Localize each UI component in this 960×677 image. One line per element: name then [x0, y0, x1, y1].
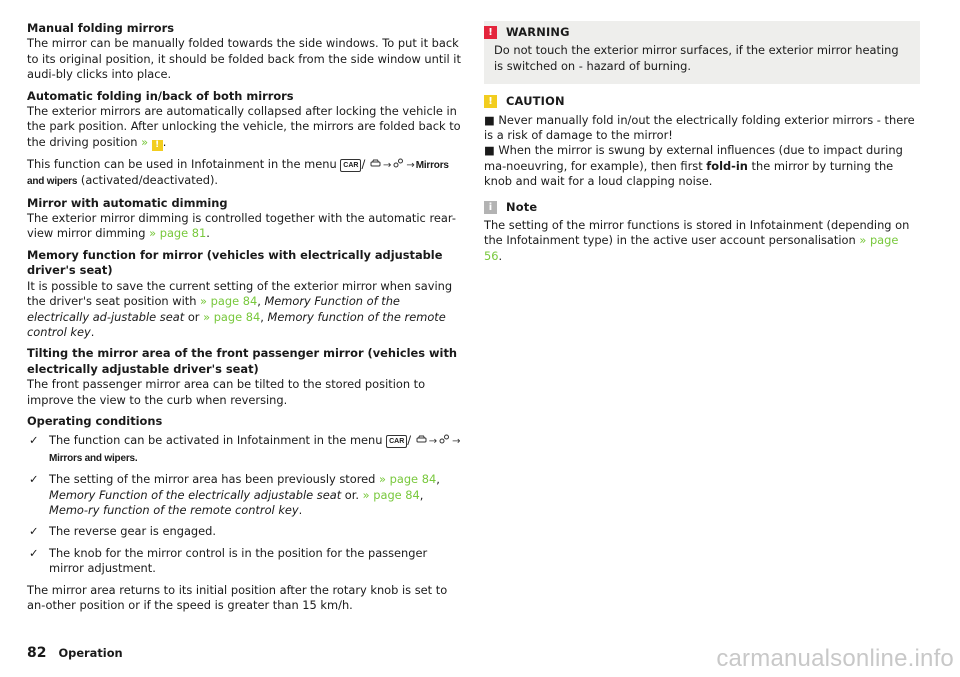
note-title: Note — [506, 199, 538, 214]
warning-body: Do not touch the exterior mirror surfaces, if the exterior mirror heating is switched on - hazard of burning. — [494, 43, 899, 73]
manual-folding-body: The mirror can be manually folded towards the side windows. To put it back to its original position, it should be folded back from the side window until it audi-bly clicks into place. — [27, 36, 461, 82]
caution-icon: ! — [484, 95, 497, 108]
note-text: The setting of the mirror functions is stored in Infotainment (depending on the Infotainment type) in the active user account personalisation — [484, 218, 910, 248]
condition-2-text-5: . — [298, 502, 303, 517]
menu-item-mirrors-wipers[interactable]: Mirrors and wipers — [27, 159, 449, 188]
arrow-right-icon: → — [428, 436, 438, 448]
caution-item-1-text: Never manually fold in/out the electrically folding exterior mirrors - there is a risk of damage to the mirror! — [484, 112, 915, 143]
dimming-heading: Mirror with automatic dimming — [27, 195, 228, 210]
caution-item — [484, 113, 920, 144]
dimming-period: . — [206, 226, 210, 241]
car-icon: CAR — [386, 435, 407, 448]
checkmark-icon: ✓ — [29, 472, 39, 487]
caution-item-2-text-1: When the mirror is swung by external influences (due to impact during ma-noeuvring, for example), then first — [484, 143, 903, 173]
condition-2-text-4: , — [419, 487, 424, 502]
condition-2-link-2[interactable]: » page 84 — [362, 487, 420, 502]
caution-section — [484, 94, 920, 189]
caution-item — [484, 143, 920, 189]
condition-2-ref-1: Memory Function of the electrically adjustable seat — [49, 487, 342, 502]
bullet-icon: ■ — [484, 143, 495, 158]
menu-intro: This function can be used in Infotainment in the menu — [27, 156, 341, 171]
note-section — [484, 200, 920, 265]
warning-header — [484, 25, 910, 40]
auto-fold-period: . — [162, 134, 167, 149]
mirror-wiper-icon — [439, 434, 450, 449]
left-column — [27, 21, 463, 619]
settings-car-icon — [370, 158, 381, 173]
condition-2-text-1: The setting of the mirror area has been previously stored — [49, 472, 380, 487]
checkmark-icon: ✓ — [29, 433, 39, 448]
manual-folding-heading: Manual folding mirrors — [27, 21, 174, 35]
condition-4-text: The knob for the mirror control is in the position for the passenger mirror adjustment. — [49, 545, 428, 576]
condition-2-text-3: or. — [341, 487, 363, 502]
arrow-right-icon-2: → — [406, 159, 415, 171]
memory-ref-1: Memory Function of the electrically ad-justable seat — [27, 294, 400, 324]
page-footer — [27, 645, 123, 661]
condition-2-ref-2: Memo-ry function of the remote control key — [49, 502, 299, 517]
closing-paragraph: The mirror area returns to its initial position after the rotary knob is set to an-other position or if the speed is greater than 15 km/h. — [27, 582, 448, 612]
memory-section — [27, 248, 463, 340]
warning-marker-icon: ! — [152, 140, 163, 151]
memory-link-1[interactable]: » page 84 — [200, 294, 258, 309]
menu-suffix: (activated/deactivated). — [77, 173, 219, 188]
condition-2-text-2: , — [436, 472, 440, 487]
watermark: carmanualsonline.info — [716, 645, 954, 672]
menu-item-mirrors-wipers[interactable]: Mirrors and wipers. — [49, 452, 138, 464]
warning-icon: ! — [484, 26, 497, 39]
auto-fold-link[interactable]: » — [141, 134, 149, 149]
arrow-right-icon: → — [382, 159, 392, 171]
caution-item-2-text-2: the mirror by turning the knob and wait for a loud clapping noise. — [484, 158, 894, 189]
note-body — [484, 218, 920, 264]
caution-fold-in: fold-in — [706, 158, 748, 173]
manual-folding-section — [27, 21, 463, 83]
mirror-wiper-icon — [393, 158, 404, 173]
warning-title: WARNING — [506, 25, 570, 39]
condition-item — [27, 433, 463, 466]
car-icon: CAR — [340, 159, 361, 172]
condition-item — [27, 524, 463, 539]
settings-car-icon — [416, 434, 427, 449]
note-period: . — [498, 248, 503, 263]
auto-fold-body: The exterior mirrors are automatically collapsed after locking the vehicle in the park position. After unlocking the vehicle, the mirrors are folded back to the driving position — [27, 104, 461, 149]
auto-fold-section — [27, 89, 463, 151]
memory-heading: Memory function for mirror (vehicles with electrically adjustable driver's seat) — [27, 247, 443, 278]
tilting-heading: Tilting the mirror area of the front passenger mirror (vehicles with electrically adjustable driver's seat) — [27, 346, 458, 376]
warning-box — [484, 21, 920, 84]
checkmark-icon: ✓ — [29, 524, 39, 539]
tilting-body: The front passenger mirror area can be tilted to the stored position to improve the view to the curb when reversing. — [27, 377, 426, 407]
conditions-list — [27, 433, 463, 576]
memory-text-4: , — [260, 309, 268, 324]
memory-text-3: or — [184, 309, 204, 324]
auto-fold-menu-paragraph — [27, 157, 463, 190]
right-column — [484, 21, 920, 274]
conditions-heading: Operating conditions — [27, 413, 163, 428]
bullet-icon: ■ — [484, 112, 495, 127]
caution-title: CAUTION — [506, 94, 565, 109]
dimming-section — [27, 196, 463, 242]
conditions-heading-paragraph — [27, 414, 463, 429]
arrow-right-icon-2: → — [452, 436, 461, 448]
note-icon: i — [484, 201, 497, 214]
memory-text-1: It is possible to save the current setting of the exterior mirror when saving the driver's seat position with — [27, 278, 453, 309]
checkmark-icon: ✓ — [29, 545, 39, 560]
dimming-body: The exterior mirror dimming is controlled together with the automatic rear-view mirror dimming — [27, 211, 456, 241]
condition-2-link-1[interactable]: » page 84 — [379, 472, 437, 487]
menu-slash: / — [407, 433, 412, 448]
auto-fold-heading: Automatic folding in/back of both mirrors — [27, 88, 294, 103]
note-link[interactable]: » page 56 — [484, 233, 899, 263]
condition-1-text: The function can be activated in Infotainment in the menu — [49, 433, 387, 448]
memory-link-2[interactable]: » page 84 — [203, 309, 261, 324]
note-header — [484, 200, 920, 215]
memory-text-2: , — [257, 294, 265, 309]
condition-3-text: The reverse gear is engaged. — [49, 524, 217, 539]
tilting-section — [27, 346, 463, 408]
footer-section-title: Operation — [58, 646, 123, 660]
page-number: 82 — [27, 645, 47, 661]
dimming-link[interactable]: » page 81 — [149, 226, 207, 241]
caution-header — [484, 94, 920, 109]
memory-ref-2: Memory function of the remote control key — [27, 309, 446, 339]
memory-text-5: . — [90, 324, 95, 339]
condition-item — [27, 472, 463, 518]
menu-slash: / — [361, 156, 366, 171]
condition-item — [27, 546, 463, 577]
